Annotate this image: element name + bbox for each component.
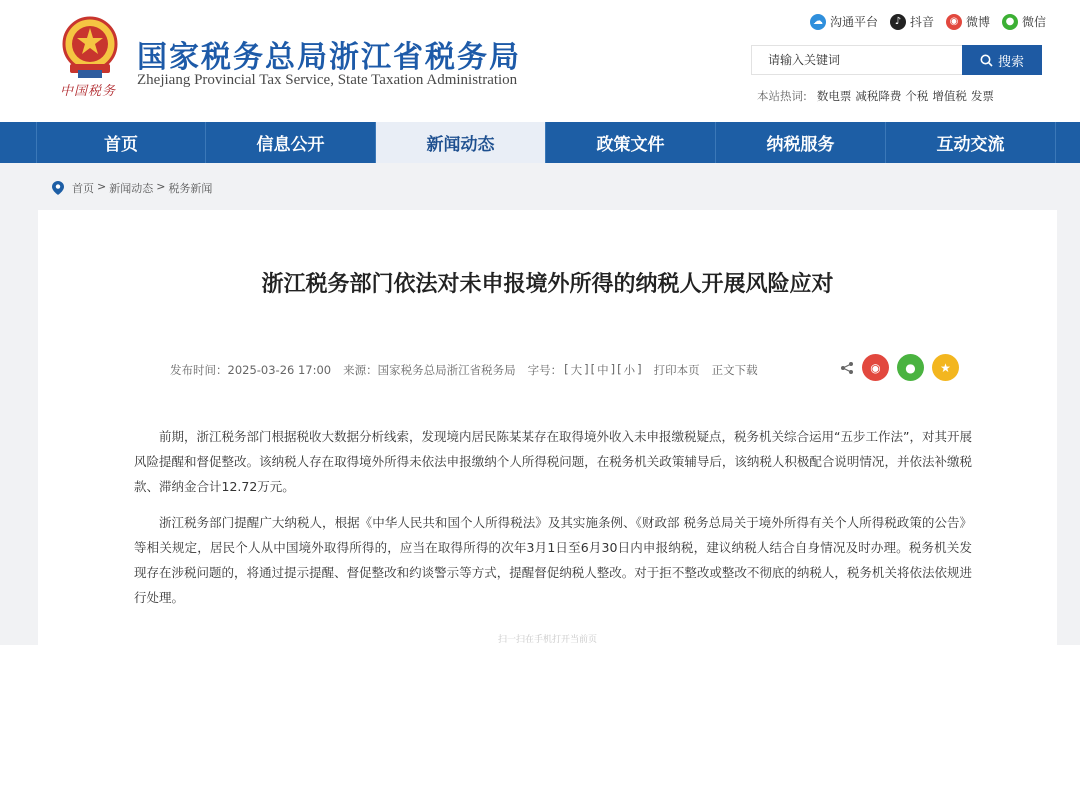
tiktok-icon: ♪ xyxy=(890,14,906,30)
article-title: 浙江税务部门依法对未申报境外所得的纳税人开展风险应对 xyxy=(261,272,834,297)
article-paragraph: 浙江税务部门提醒广大纳税人，根据《中华人民共和国个人所得税法》及其实施条例、《财政部 税务总局关于境外所得有关个人所得税政策的公告》等相关规定，居民个人从中国境外取得所得的，应当在取得所得的次年3月1日至6月30日内申报纳税，建议纳税人结合自身情况及时办理。税务机关发现存在涉税问题的，将通过提示提醒、督促整改和约谈警示等方式，提醒督促纳税人整改。对于拒不整改或整改不彻底的纳税人，税务机关将依法依规进行处理。 xyxy=(134,515,972,605)
nav-item-tax-service[interactable]: 纳税服务 xyxy=(716,122,886,163)
bracket: [ xyxy=(617,362,622,376)
site-title[interactable]: 国家税务总局浙江省税务局 xyxy=(137,40,521,75)
nav-item-interaction[interactable]: 互动交流 xyxy=(886,122,1056,163)
bracket: [ xyxy=(590,362,596,376)
hot-word-link[interactable]: 减税降费 xyxy=(855,89,902,103)
search-button-label: 搜索 xyxy=(997,54,1024,70)
breadcrumb-separator: > xyxy=(156,180,166,193)
main-nav xyxy=(0,122,1080,163)
breadcrumb-separator: > xyxy=(97,180,107,193)
article-meta xyxy=(170,362,758,378)
nav-item-policy[interactable]: 政策文件 xyxy=(546,122,716,163)
tax-emblem-icon xyxy=(56,14,124,80)
social-label: 微博 xyxy=(965,15,990,29)
favorite-star-icon[interactable]: ★ xyxy=(932,354,959,381)
cloud-icon: ☁ xyxy=(810,14,826,30)
nav-item-home[interactable]: 首页 xyxy=(36,122,206,163)
wechat-share-icon[interactable]: ● xyxy=(897,354,924,381)
bracket: ] xyxy=(637,362,642,376)
download-text-link[interactable]: 正文下载 xyxy=(711,363,758,377)
bracket: [ xyxy=(564,362,569,376)
article-paragraph: 前期，浙江税务部门根据税收大数据分析线索，发现境内居民陈某某存在取得境外收入未申报缴税疑点，税务机关综合运用“五步工作法”，对其开展风险提醒和督促整改。该纳税人存在取得境外所得未依法申报缴纳个人所得税问题，在税务机关政策辅导后，该纳税人积极配合说明情况，并依法补缴税款、滞纳金合计12.72万元。 xyxy=(134,429,972,494)
location-pin-icon xyxy=(52,181,64,195)
breadcrumb xyxy=(52,180,212,196)
social-label: 微信 xyxy=(1021,15,1046,29)
hot-word-link[interactable]: 数电票 xyxy=(816,89,852,103)
font-size-control xyxy=(528,362,642,378)
breadcrumb-item-tax-news[interactable]: 税务新闻 xyxy=(168,182,213,195)
nav-item-news[interactable]: 新闻动态 xyxy=(376,122,546,163)
hot-words xyxy=(757,88,994,104)
social-link-weibo[interactable] xyxy=(946,13,990,30)
social-links xyxy=(810,13,1046,30)
font-size-label: 字号： xyxy=(527,363,563,377)
site-subtitle: Zhejiang Provincial Tax Service, State Taxation Administration xyxy=(137,72,518,88)
weibo-icon: ◉ xyxy=(946,14,962,30)
bracket: ] xyxy=(584,362,589,376)
site-header xyxy=(0,0,1080,122)
wechat-icon: ● xyxy=(1002,14,1018,30)
search-input[interactable] xyxy=(751,45,962,75)
breadcrumb-item-home[interactable]: 首页 xyxy=(72,182,94,195)
hot-word-link[interactable]: 增值税 xyxy=(932,89,967,103)
breadcrumb-item-news[interactable]: 新闻动态 xyxy=(109,182,154,195)
social-link-platform[interactable] xyxy=(810,13,878,30)
hot-words-label: 本站热词: xyxy=(757,89,807,103)
article-source: 来源：国家税务总局浙江省税务局 xyxy=(343,363,516,377)
hot-word-link[interactable]: 个税 xyxy=(905,89,929,103)
share-icon[interactable] xyxy=(840,361,854,375)
hot-word-link[interactable]: 发票 xyxy=(970,89,994,103)
emblem-caption: 中国税务 xyxy=(60,84,117,99)
publish-time: 发布时间：2025-03-26 17:00 xyxy=(170,363,332,377)
share-bar xyxy=(840,354,959,381)
social-link-wechat[interactable] xyxy=(1002,13,1046,30)
search-icon xyxy=(980,54,993,67)
bracket: ] xyxy=(610,362,616,376)
social-link-douyin[interactable] xyxy=(890,13,934,30)
nav-item-info-disclosure[interactable]: 信息公开 xyxy=(206,122,376,163)
weibo-share-icon[interactable]: ◉ xyxy=(862,354,889,381)
font-size-small[interactable]: 小 xyxy=(623,363,636,377)
font-size-large[interactable]: 大 xyxy=(570,363,583,377)
search-button[interactable] xyxy=(962,45,1042,75)
font-size-medium[interactable]: 中 xyxy=(597,363,609,377)
social-label: 沟通平台 xyxy=(829,15,878,29)
qr-hint: 扫一扫在手机打开当前页 xyxy=(497,635,597,645)
social-label: 抖音 xyxy=(909,15,934,29)
print-page-link[interactable]: 打印本页 xyxy=(653,363,700,377)
search-bar xyxy=(751,45,1042,75)
